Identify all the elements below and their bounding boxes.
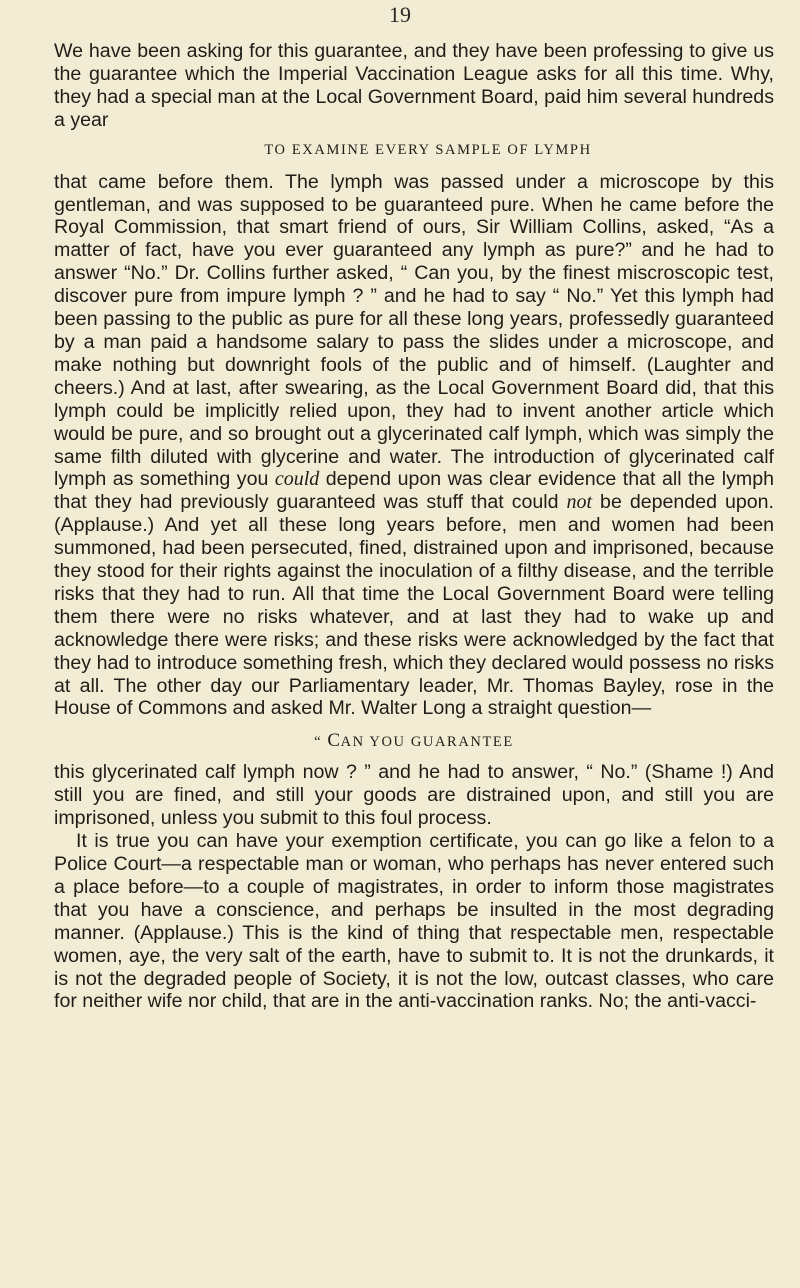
heading-initial: C	[327, 730, 341, 752]
paragraph-text: that came before them. The lymph was passed under a microscope by this gentleman, and was supposed to be guaranteed pure. When he came before the Royal Commission, that smart friend of ours, Sir William Collins, asked, “As a matter of fact, have you ever guaranteed any lymph as pure?” and he had to answer “No.” Dr. Collins further asked, “ Can you, by the finest miscroscopic test, discover pure from impure lymph ? ” and he had to say “ No.” Yet this lymph had been passing to the public as pure for all these long years, professedly guaranteed by a man paid a handsome salary to pass the slides under a microscope, and make nothing but downright fools of the public and of himself. (Laughter and cheers.) And at last, after swearing, as the Local Government Board did, that this lymph could be implicitly relied upon, they had to invent another article which would be pure, and so brought out a glycerinated calf lymph, which was simply the same filth diluted with glycerine and water. The introduction of glycerinated calf lymph as something you	[54, 170, 774, 491]
paragraph-text: depend upon was clear evidence that all the lymph that they had previously guaranteed was stuff that could	[54, 468, 774, 514]
section-heading: TO EXAMINE EVERY SAMPLE OF LYMPH	[264, 141, 592, 158]
paragraph-text: be depended upon. (Applause.) And yet all these long years before, men and women had been summoned, had been persecuted, fined, distrained upon and imprisoned, because they stood for their rights against the inoculation of a filthy disease, and the terrible risks that they had to run. All that time the Local Government Board were telling them there were no risks whatever, and at last they had to wake up and acknowledge there were risks; and these risks were acknowledged by the fact that they had to introduce something fresh, which they declared would possess no risks at all. The other day our Parliamentary leader, Mr. Thomas Bayley, rose in the House of Commons and asked Mr. Walter Long a straight question—	[54, 491, 775, 720]
italic-emphasis: could	[274, 468, 320, 491]
body-paragraph: It is true you can have your exemption certificate, you can go like a felon to a Police Court—a respectable man or woman, who perhaps has never entered such a place before—to a couple of magistrates, in order to inform those magistrates that you have a conscience, and perhaps be insulted in the most degrading manner. (Applause.) This is the kind of thing that respectable men, respectable women, aye, the very salt of the earth, have to submit to. It is not the drunkards, it is not the degraded people of Society, it is not the low, outcast classes, who care for neither wife nor child, that are in the anti-vaccination ranks. No; the anti-vacci-	[54, 830, 774, 1013]
page-number: 19	[389, 2, 411, 27]
body-paragraph: We have been asking for this guarantee, and they have been professing to give us the guarantee which the Imperial Vaccination League asks for all this time. Why, they had a special man at the Local Government Board, paid him several hundreds a year	[54, 40, 774, 131]
italic-emphasis: not	[566, 491, 593, 514]
body-paragraph: this glycerinated calf lymph now ? ” and he had to answer, “ No.” (Shame !) And still you are fined, and still your goods are distrained upon, and still you are imprisoned, unless you submit to this foul process.	[54, 761, 774, 830]
body-paragraph	[54, 171, 774, 721]
heading-text: AN YOU GUARANTEE	[340, 734, 514, 751]
section-heading	[54, 732, 774, 751]
heading-open-quote: “	[314, 734, 328, 751]
